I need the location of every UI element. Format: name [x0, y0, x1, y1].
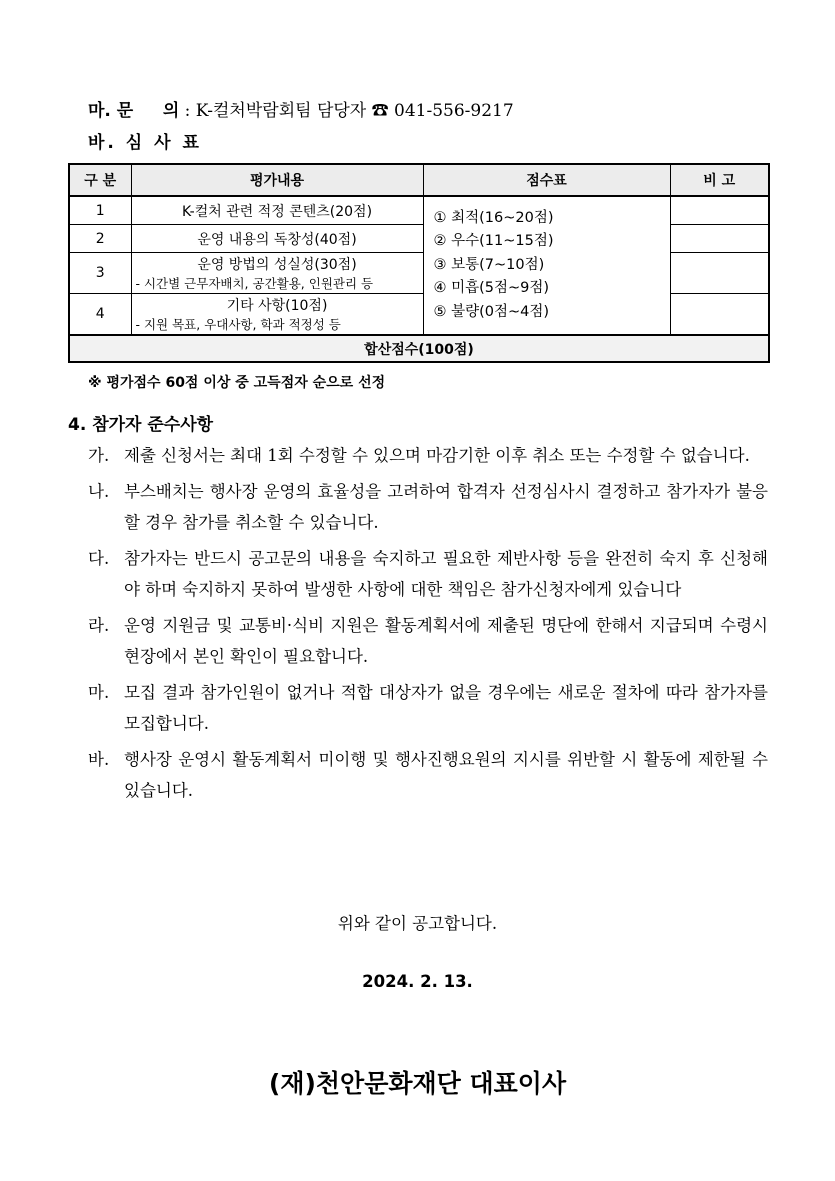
- score-scale: [423, 196, 670, 335]
- header-score: 점수표: [423, 164, 670, 196]
- row-number: 1: [69, 196, 131, 225]
- rule-text: 모집 결과 참가인원이 없거나 적합 대상자가 없을 경우에는 새로운 절차에 따라 참가자를 모집합니다.: [124, 682, 768, 733]
- contact-label: 마. 문 의: [88, 101, 180, 121]
- row-number: 4: [69, 294, 131, 336]
- row-remarks: [670, 253, 769, 294]
- signature: (재)천안문화재단 대표이사: [268, 1069, 567, 1098]
- scale-item: ③ 보통(7~10점): [433, 256, 545, 273]
- row-content: [131, 253, 423, 294]
- list-item: [88, 543, 768, 606]
- score-table: [68, 163, 770, 363]
- rule-marker: 가.: [88, 446, 110, 465]
- rule-text: 부스배치는 행사장 운영의 효율성을 고려하여 합격자 선정심사시 결정하고 참가자가 불응할 경우 참가를 취소할 수 있습니다.: [124, 481, 768, 532]
- row-number: 3: [69, 253, 131, 294]
- section-b-title: 바. 심 사 표: [88, 133, 202, 153]
- rule-marker: 다.: [88, 548, 110, 568]
- score-total-row: [69, 335, 769, 362]
- row-remarks: [670, 225, 769, 253]
- row-content: 운영 내용의 독창성(40점): [131, 225, 423, 253]
- row-remarks: [670, 196, 769, 225]
- header-remarks: 비 고: [670, 164, 769, 196]
- list-item: [88, 440, 768, 472]
- rule-text: 행사장 운영시 활동계획서 미이행 및 행사진행요원의 지시를 위반할 시 활동에 제한될 수 있습니다.: [124, 749, 768, 800]
- contact-text: : K-컬처박람회팀 담당자 ☎ 041-556-9217: [179, 101, 514, 121]
- closing-statement: 위와 같이 공고합니다.: [337, 914, 498, 933]
- row-content-main: 운영 방법의 성실성(30점): [197, 257, 357, 273]
- list-item: [88, 744, 768, 807]
- row-content-sub: - 시간별 근무자배치, 공간활용, 인원관리 등: [135, 276, 374, 291]
- rule-marker: 라.: [88, 615, 110, 635]
- rule-marker: 나.: [88, 481, 110, 501]
- rule-marker: 마.: [88, 682, 110, 702]
- row-content-sub: - 지원 목표, 우대사항, 학과 적정성 등: [135, 317, 341, 332]
- contact-line: [88, 96, 514, 121]
- row-remarks: [670, 294, 769, 336]
- rules-list: [88, 440, 768, 811]
- rule-marker: 바.: [88, 749, 110, 769]
- scale-item: ② 우수(11~15점): [433, 233, 554, 250]
- header-content: 평가내용: [131, 164, 423, 196]
- row-content-main: 기타 사항(10점): [226, 298, 328, 314]
- score-table-header: [69, 164, 769, 196]
- header-category: 구 분: [69, 164, 131, 196]
- rule-text: 제출 신청서는 최대 1회 수정할 수 있으며 마감기한 이후 취소 또는 수정할 수 없습니다.: [124, 446, 750, 465]
- list-item: [88, 476, 768, 539]
- announcement-date: 2024. 2. 13.: [362, 972, 473, 991]
- list-item: [88, 610, 768, 673]
- list-item: [88, 677, 768, 740]
- row-number: 2: [69, 225, 131, 253]
- row-content: [131, 294, 423, 336]
- selection-note: ※ 평가점수 60점 이상 중 고득점자 순으로 선정: [88, 375, 386, 391]
- section-4-title: 4. 참가자 준수사항: [68, 415, 214, 435]
- scale-item: ⑤ 불량(0점~4점): [433, 303, 550, 320]
- scale-item: ④ 미흡(5점~9점): [433, 280, 550, 297]
- score-total: 합산점수(100점): [69, 335, 769, 362]
- rule-text: 참가자는 반드시 공고문의 내용을 숙지하고 필요한 제반사항 등을 완전히 숙지 후 신청해야 하며 숙지하지 못하여 발생한 사항에 대한 책임은 참가신청자에게 있습니다: [124, 548, 768, 599]
- row-content: K-컬처 관련 적정 콘텐츠(20점): [131, 196, 423, 225]
- scale-item: ① 최적(16~20점): [433, 209, 554, 226]
- table-row: [69, 196, 769, 225]
- rule-text: 운영 지원금 및 교통비·식비 지원은 활동계획서에 제출된 명단에 한해서 지급되며 수령시 현장에서 본인 확인이 필요합니다.: [124, 615, 768, 666]
